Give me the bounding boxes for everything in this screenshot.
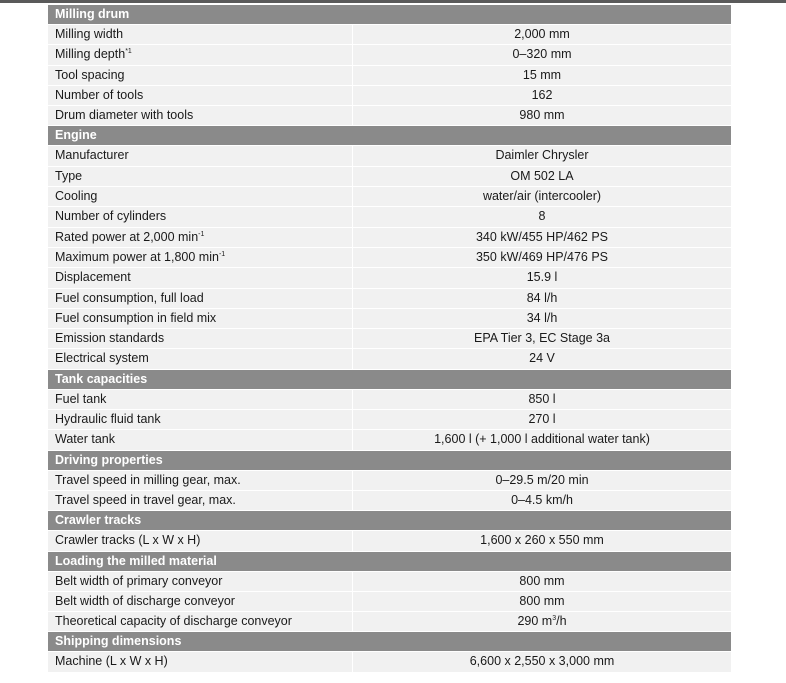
row-label-text: Milling width (55, 27, 124, 41)
row-label-text: Electrical system (55, 351, 149, 366)
table-row (48, 207, 731, 226)
row-label-text: Cooling (55, 189, 98, 204)
row-value (353, 66, 731, 85)
section-header: Milling drum (48, 5, 731, 24)
row-label-text: Fuel consumption, full load (55, 290, 204, 305)
table-row (48, 146, 731, 165)
row-value-text: 0–4.5 km/h (511, 492, 573, 507)
row-label-text: Type (55, 168, 83, 183)
row-value (353, 652, 731, 671)
row-label (48, 207, 352, 226)
row-value-text: 1,600 l (+ 1,000 l additional water tank) (434, 432, 650, 447)
row-value-text: 800 mm (519, 573, 565, 588)
row-value-text: 290 m (517, 614, 553, 629)
row-label (48, 106, 352, 125)
section-header: Engine (48, 126, 731, 145)
table-row (48, 349, 731, 368)
row-value-text: EPA Tier 3, EC Stage 3a (474, 331, 610, 346)
row-label (48, 25, 352, 44)
row-value-text: 800 mm (519, 593, 565, 608)
row-label (48, 430, 352, 449)
table-row (48, 228, 731, 247)
table-row (48, 471, 731, 490)
table-row (48, 410, 731, 429)
row-label-text: Belt width of discharge conveyor (55, 593, 235, 608)
row-value (353, 491, 731, 510)
table-row (48, 531, 731, 550)
row-label (48, 289, 352, 308)
row-label-text: Number of tools (55, 87, 144, 102)
table-row (48, 289, 731, 308)
row-label (48, 309, 352, 328)
row-value (353, 86, 731, 105)
section-header: Loading the milled material (48, 552, 731, 571)
row-label (48, 329, 352, 348)
row-value (353, 592, 731, 611)
row-label (48, 268, 352, 287)
table-row (48, 86, 731, 105)
row-value-text: 34 l/h (526, 310, 558, 325)
table-row (48, 572, 731, 591)
row-label (48, 167, 352, 186)
row-value-text: 15 mm (522, 67, 562, 82)
row-label (48, 390, 352, 409)
row-value (353, 167, 731, 186)
row-label (48, 146, 352, 165)
row-value-text: 24 V (529, 351, 555, 366)
row-label-text: Hydraulic fluid tank (55, 412, 161, 427)
row-value (353, 309, 731, 328)
row-label-text: Tool spacing (55, 67, 125, 82)
row-value (353, 248, 731, 267)
row-value (353, 207, 731, 226)
row-value (353, 612, 731, 631)
top-border (0, 0, 786, 3)
value-suffix: /h (556, 614, 567, 629)
row-label-text: Machine (L x W x H) (55, 654, 168, 669)
row-label (48, 187, 352, 206)
row-value (353, 572, 731, 591)
row-label-text: Crawler tracks (L x W x H) (55, 533, 201, 548)
table-row (48, 187, 731, 206)
row-value (353, 45, 731, 64)
table-row (48, 248, 731, 267)
row-value-text: 350 kW/469 HP/476 PS (475, 249, 609, 264)
row-label (48, 572, 352, 591)
row-value-text: 162 (531, 87, 553, 102)
row-label-text: Fuel tank (55, 391, 107, 406)
row-value-text: 2,000 mm (514, 27, 570, 41)
row-label (48, 349, 352, 368)
row-value (353, 410, 731, 429)
row-label-text: Travel speed in travel gear, max. (55, 492, 236, 507)
row-label (48, 86, 352, 105)
row-label (48, 531, 352, 550)
row-value-text: 980 mm (519, 108, 565, 123)
row-label-text: Travel speed in milling gear, max. (55, 472, 241, 487)
row-label-text: Emission standards (55, 331, 165, 346)
row-label-text: Rated power at 2,000 min (55, 229, 199, 244)
section-header: Tank capacities (48, 370, 731, 389)
table-row (48, 329, 731, 348)
row-label (48, 592, 352, 611)
row-label-text: Displacement (55, 270, 131, 285)
value-superscript: 3 (552, 615, 557, 623)
row-value (353, 531, 731, 550)
row-value (353, 471, 731, 490)
table-row (48, 652, 731, 671)
row-value (353, 430, 731, 449)
label-superscript: -1 (198, 230, 205, 238)
row-value-text: 0–320 mm (512, 47, 572, 62)
row-label-text: Milling depth (55, 47, 126, 62)
row-value-text: 850 l (528, 391, 556, 406)
row-label-text: Number of cylinders (55, 209, 167, 224)
row-value (353, 146, 731, 165)
row-label (48, 248, 352, 267)
row-value-text: 340 kW/455 HP/462 PS (475, 229, 609, 244)
row-value (353, 268, 731, 287)
row-value (353, 25, 731, 44)
row-value-text: 6,600 x 2,550 x 3,000 mm (469, 654, 615, 669)
table-row (48, 25, 731, 44)
section-header: Crawler tracks (48, 511, 731, 530)
row-label (48, 66, 352, 85)
table-row (48, 45, 731, 64)
row-value (353, 349, 731, 368)
table-row (48, 167, 731, 186)
spec-table (48, 5, 731, 673)
row-label-text: Drum diameter with tools (55, 108, 194, 123)
row-value (353, 187, 731, 206)
row-value-text: water/air (intercooler) (482, 189, 602, 204)
row-label (48, 652, 352, 671)
row-value (353, 106, 731, 125)
row-value-text: 0–29.5 m/20 min (495, 472, 589, 487)
row-label-text: Fuel consumption in field mix (55, 310, 217, 325)
table-row (48, 66, 731, 85)
section-header: Shipping dimensions (48, 632, 731, 651)
section-header: Driving properties (48, 451, 731, 470)
row-value-text: Daimler Chrysler (495, 148, 589, 163)
row-label (48, 471, 352, 490)
row-label-text: Maximum power at 1,800 min (55, 249, 219, 264)
row-label-text: Manufacturer (55, 148, 129, 163)
row-value-text: 1,600 x 260 x 550 mm (480, 533, 604, 548)
label-superscript: *1 (125, 48, 132, 56)
row-value-text: OM 502 LA (510, 168, 574, 183)
table-row (48, 592, 731, 611)
row-label (48, 410, 352, 429)
row-label (48, 228, 352, 247)
row-value (353, 329, 731, 348)
label-superscript: -1 (218, 250, 226, 258)
row-label-text: Theoretical capacity of discharge conveyor (55, 614, 292, 629)
table-row (48, 106, 731, 125)
row-value (353, 390, 731, 409)
row-label (48, 45, 352, 64)
table-row (48, 390, 731, 409)
row-value-text: 15.9 l (526, 270, 558, 285)
row-label (48, 491, 352, 510)
row-label-text: Belt width of primary conveyor (55, 573, 223, 588)
row-value (353, 289, 731, 308)
row-value-text: 270 l (528, 412, 556, 427)
table-row (48, 612, 731, 631)
row-value-text: 84 l/h (526, 290, 558, 305)
table-row (48, 309, 731, 328)
row-value-text: 8 (538, 209, 546, 224)
table-row (48, 491, 731, 510)
row-value (353, 228, 731, 247)
table-row (48, 430, 731, 449)
table-row (48, 268, 731, 287)
row-label-text: Water tank (55, 432, 115, 447)
row-label (48, 612, 352, 631)
